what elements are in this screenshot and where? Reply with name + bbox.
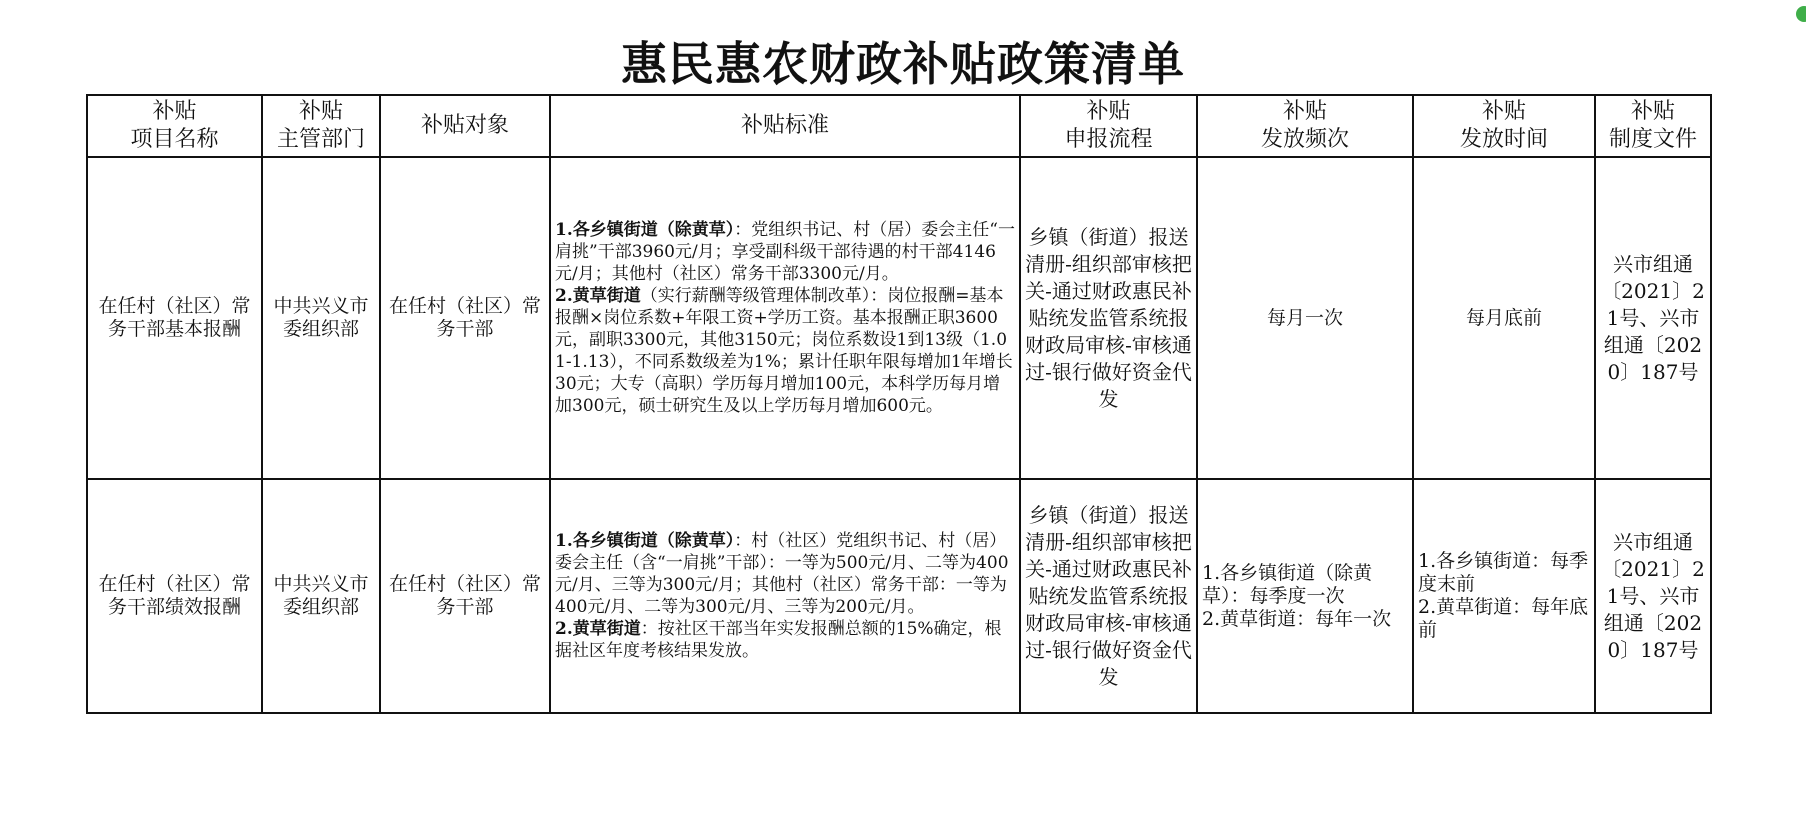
header-process: 补贴 申报流程	[1020, 95, 1197, 157]
table-row	[87, 157, 1711, 479]
header-time: 补贴 发放时间	[1413, 95, 1595, 157]
standard-paragraph: 1.各乡镇街道（除黄草）：村（社区）党组织书记、村（居）委会主任（含“一肩挑”干部）：一等为500元/月、二等为400元/月、三等为300元/月；其他村（社区）常务干部：一等为400元/月、二等为300元/月、三等为200元/月。	[555, 531, 1009, 617]
cell-target: 在任村（社区）常务干部	[380, 479, 550, 713]
standard-paragraph: 2.黄草街道（实行薪酬等级管理体制改革）：岗位报酬=基本报酬×岗位系数+年限工资+学历工资。基本报酬正职3600元，副职3300元，其他3150元；岗位系数设1到13级（1.01-1.13），不同系数级差为1%；累计任职年限每增加1年增长30元；大专（高职）学历每月增加100元，本科学历每月增加300元，硕士研究生及以上学历每月增加600元。	[555, 286, 1013, 416]
cell-target: 在任村（社区）常务干部	[380, 157, 550, 479]
standard-paragraph: 2.黄草街道：按社区干部当年实发报酬总额的15%确定，根据社区年度考核结果发放。	[555, 619, 1002, 661]
cell-process: 乡镇（街道）报送清册-组织部审核把关-通过财政惠民补贴统发监管系统报财政局审核-审核通过-银行做好资金代发	[1020, 479, 1197, 713]
header-row	[87, 95, 1711, 157]
cell-department: 中共兴义市委组织部	[262, 157, 380, 479]
cell-process: 乡镇（街道）报送清册-组织部审核把关-通过财政惠民补贴统发监管系统报财政局审核-审核通过-银行做好资金代发	[1020, 157, 1197, 479]
cell-time: 每月底前	[1413, 157, 1595, 479]
status-dot-icon	[1796, 6, 1806, 22]
cell-department: 中共兴义市委组织部	[262, 479, 380, 713]
header-docs: 补贴 制度文件	[1595, 95, 1711, 157]
cell-frequency: 1.各乡镇街道（除黄草）：每季度一次 2.黄草街道：每年一次	[1197, 479, 1413, 713]
cell-time: 1.各乡镇街道：每季度末前 2.黄草街道：每年底前	[1413, 479, 1595, 713]
cell-docs: 兴市组通〔2021〕21号、兴市组通〔2020〕187号	[1595, 157, 1711, 479]
cell-project-name: 在任村（社区）常务干部绩效报酬	[87, 479, 262, 713]
cell-standard	[550, 479, 1020, 713]
header-target: 补贴对象	[380, 95, 550, 157]
header-project-name: 补贴 项目名称	[87, 95, 262, 157]
header-standard: 补贴标准	[550, 95, 1020, 157]
cell-project-name: 在任村（社区）常务干部基本报酬	[87, 157, 262, 479]
cell-docs: 兴市组通〔2021〕21号、兴市组通〔2020〕187号	[1595, 479, 1711, 713]
standard-paragraph: 1.各乡镇街道（除黄草）：党组织书记、村（居）委会主任“一肩挑”干部3960元/月；享受副科级干部待遇的村干部4146元/月；其他村（社区）常务干部3300元/月。	[555, 220, 1015, 284]
header-frequency: 补贴 发放频次	[1197, 95, 1413, 157]
header-department: 补贴 主管部门	[262, 95, 380, 157]
table-row	[87, 479, 1711, 713]
page-title: 惠民惠农财政补贴政策清单	[621, 37, 1185, 91]
cell-standard	[550, 157, 1020, 479]
policy-table	[86, 94, 1712, 714]
cell-frequency: 每月一次	[1197, 157, 1413, 479]
